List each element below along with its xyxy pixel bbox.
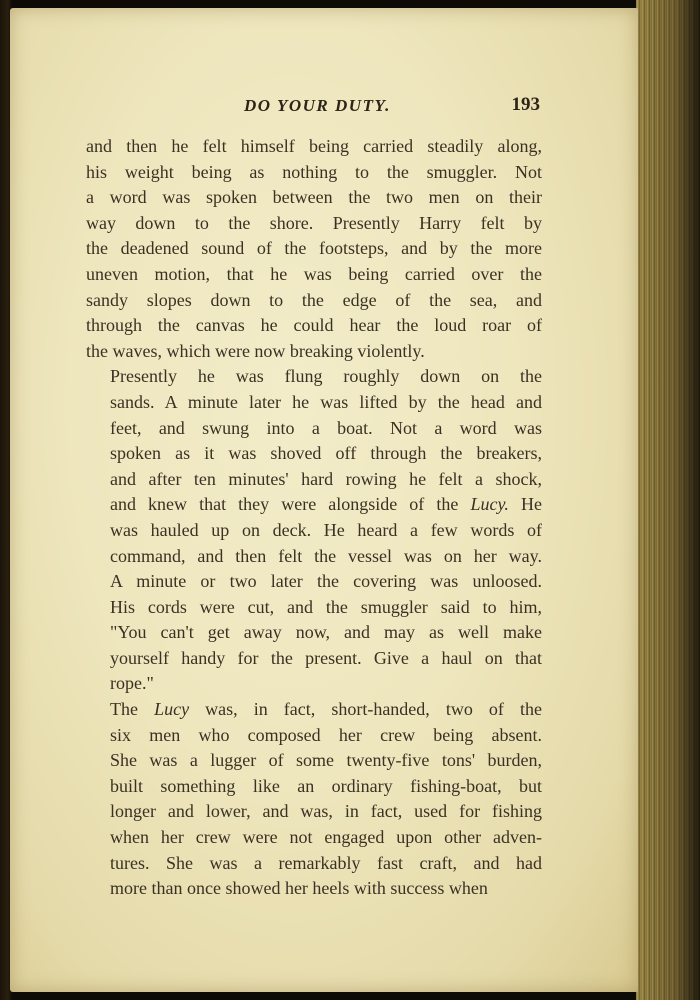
text-line: his weight being as nothing to the smuggler. Not — [86, 161, 542, 182]
text-line — [86, 697, 542, 723]
text-line: feet, and swung into a boat. Not a word was — [110, 417, 542, 438]
text-line: uneven motion, that he was being carried over the — [86, 263, 542, 284]
page-number: 193 — [511, 94, 540, 115]
text-line: built something like an ordinary fishing-boat, but — [110, 775, 542, 796]
text-line: six men who composed her crew being absent. — [110, 724, 542, 745]
text-segment: was, in fact, short-handed, two of the — [189, 699, 542, 720]
text-line: the deadened sound of the footsteps, and by the more — [86, 238, 542, 259]
italic-ship-name: Lucy — [154, 699, 190, 720]
text-line: His cords were cut, and the smuggler said to him, — [110, 596, 542, 617]
text-line: Presently he was flung roughly down on the — [110, 366, 542, 387]
running-head: DO YOUR DUTY. — [244, 96, 391, 115]
text-segment: He — [508, 494, 542, 515]
text-line: through the canvas he could hear the loud roar of — [86, 315, 542, 336]
italic-ship-name: Lucy. — [470, 494, 509, 515]
text-line: yourself handy for the present. Give a haul on that — [110, 647, 542, 668]
text-line: when her crew were not engaged upon other adven- — [110, 827, 542, 848]
text-line: the waves, which were now breaking violently. — [86, 340, 425, 361]
text-line: more than once showed her heels with success when — [110, 878, 488, 899]
text-line: a word was spoken between the two men on their — [86, 187, 542, 208]
text-line: sands. A minute later he was lifted by the head and — [110, 391, 542, 412]
text-line: sandy slopes down to the edge of the sea, and — [86, 289, 542, 310]
text-line: longer and lower, and was, in fact, used for fishing — [110, 801, 542, 822]
body-text — [86, 134, 542, 902]
text-segment: The — [110, 699, 155, 720]
paragraph-1 — [86, 134, 542, 364]
text-line: and after ten minutes' hard rowing he felt a shock, — [110, 468, 542, 489]
paragraph-3 — [86, 697, 542, 902]
text-line — [86, 492, 542, 518]
text-line: and then he felt himself being carried steadily along, — [86, 136, 542, 156]
text-line: rope." — [110, 673, 154, 694]
text-line: A minute or two later the covering was unloosed. — [110, 571, 542, 592]
text-line: She was a lugger of some twenty-five tons' burden, — [110, 750, 542, 771]
text-segment: and knew that they were alongside of the — [110, 494, 471, 515]
text-line: spoken as it was shoved off through the breakers, — [110, 443, 542, 464]
page-header — [84, 96, 546, 122]
text-line: command, and then felt the vessel was on her way. — [110, 545, 542, 566]
text-line: way down to the shore. Presently Harry felt by — [86, 212, 542, 233]
book-fore-edge — [636, 0, 700, 1000]
text-line: "You can't get away now, and may as well make — [110, 622, 542, 643]
text-line: tures. She was a remarkably fast craft, and had — [110, 852, 542, 873]
text-line: was hauled up on deck. He heard a few words of — [110, 519, 542, 540]
paragraph-2 — [86, 364, 542, 697]
